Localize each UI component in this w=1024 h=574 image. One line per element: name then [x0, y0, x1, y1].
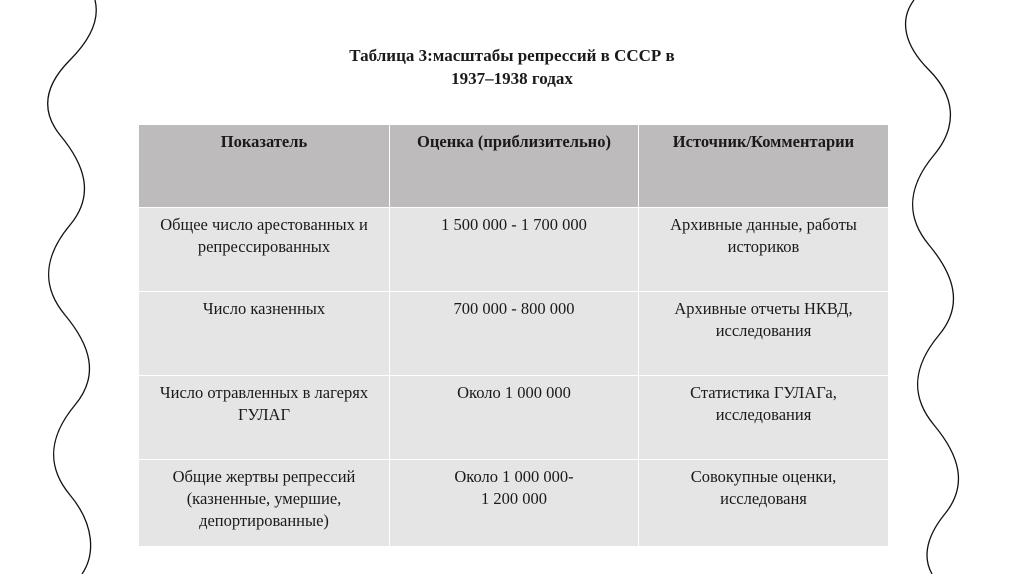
cell-line: Общие жертвы репрессий	[172, 467, 356, 486]
table-row	[139, 460, 889, 547]
indicator-cell	[139, 208, 390, 292]
estimate-cell	[390, 376, 639, 460]
estimate-cell	[390, 208, 639, 292]
source-cell	[639, 208, 889, 292]
cell-line: (казненные, умершие,	[186, 489, 342, 508]
cell-line: Статистика ГУЛАГа,	[690, 383, 837, 402]
cell-line: Общее число арестованных и	[160, 215, 368, 234]
cell-line: ГУЛАГ	[237, 405, 290, 424]
header-source: Источник/Комментарии	[639, 125, 889, 208]
source-cell	[639, 292, 889, 376]
cell-line: 1 500 000 - 1 700 000	[441, 215, 587, 234]
cell-line: исследования	[715, 405, 812, 424]
cell-line: историков	[727, 237, 800, 256]
cell-line: исследованя	[720, 489, 807, 508]
table-header-row	[139, 125, 889, 208]
indicator-cell	[139, 460, 390, 547]
indicator-cell	[139, 292, 390, 376]
header-indicator: Показатель	[139, 125, 390, 208]
cell-line: Совокупные оценки,	[690, 467, 837, 486]
cell-line: Архивные отчеты НКВД,	[674, 299, 853, 318]
cell-line: Архивные данные, работы	[670, 215, 857, 234]
header-estimate: Оценка (приблизительно)	[390, 125, 639, 208]
title-line-1: Таблица 3:масштабы репрессий в СССР в	[349, 46, 675, 65]
table-row	[139, 292, 889, 376]
cell-line: 700 000 - 800 000	[453, 299, 575, 318]
page-title	[262, 44, 762, 90]
right-wavy-line-decoration	[884, 0, 1024, 574]
title-line-2: 1937–1938 годах	[451, 69, 573, 88]
cell-line: исследования	[715, 321, 812, 340]
indicator-cell	[139, 376, 390, 460]
estimate-cell	[390, 460, 639, 547]
cell-line: Число казненных	[202, 299, 326, 318]
table-row	[139, 376, 889, 460]
source-cell	[639, 460, 889, 547]
cell-line: депортированные)	[199, 511, 329, 530]
estimate-cell	[390, 292, 639, 376]
cell-line: Число отравленных в лагерях	[159, 383, 369, 402]
table-row	[139, 208, 889, 292]
cell-line: 1 200 000	[481, 489, 547, 508]
cell-line: репрессированных	[197, 237, 331, 256]
left-wavy-line-decoration	[0, 0, 140, 574]
cell-line: Около 1 000 000	[457, 383, 571, 402]
repressions-table	[138, 124, 889, 547]
cell-line: Около 1 000 000-	[454, 467, 574, 486]
source-cell	[639, 376, 889, 460]
